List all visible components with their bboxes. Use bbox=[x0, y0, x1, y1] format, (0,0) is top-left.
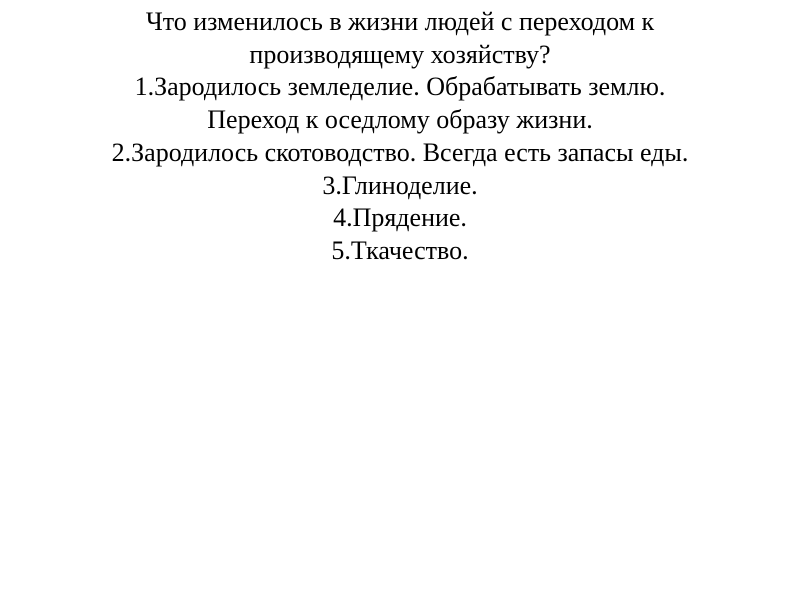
answer-item-4: 4.Прядение. bbox=[333, 203, 467, 233]
question-line-2: производящему хозяйству? bbox=[249, 39, 551, 69]
answer-item-2: 2.Зародилось скотоводство. Всегда есть запасы еды. bbox=[111, 137, 689, 167]
answer-item-1: 1.Зародилось земледелие. Обрабатывать землю. bbox=[134, 72, 666, 102]
answer-item-3: 3.Глиноделие. bbox=[322, 170, 478, 200]
question-line-1: Что изменилось в жизни людей с переходом к bbox=[145, 7, 655, 36]
answer-item-1-continued: Переход к оседлому образу жизни. bbox=[207, 105, 593, 135]
answer-item-5: 5.Ткачество. bbox=[331, 235, 469, 265]
slide-text bbox=[0, 6, 800, 268]
